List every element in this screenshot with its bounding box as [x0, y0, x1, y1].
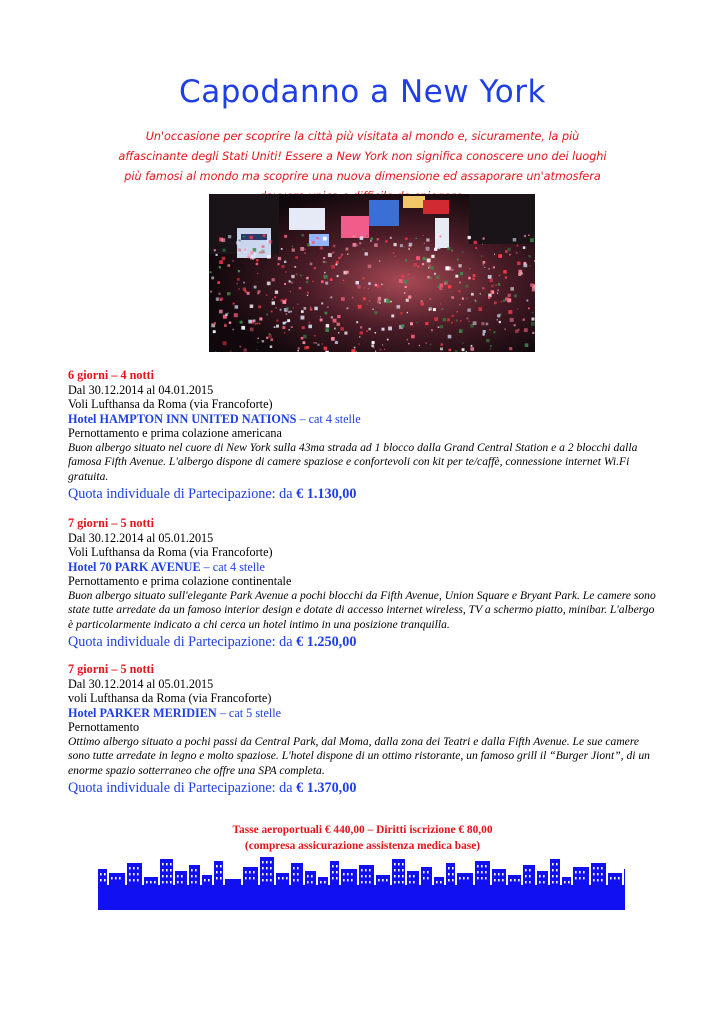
photo-illustration	[209, 194, 535, 352]
offer-70-park-avenue	[68, 516, 658, 651]
offer-parker-meridien	[68, 662, 658, 797]
offer-hampton	[68, 368, 658, 503]
hotel-name: Hotel PARKER MERIDIEN	[68, 705, 217, 720]
hotel-category: – cat 5 stelle	[216, 705, 282, 720]
offer-description: Ottimo albergo situato a pochi passi da Central Park, dal Moma, dalla zona dei Teatri e dalla Fifth Avenue. Le sue camere sono tutte arredate in legno e molto spaziose. L'hotel dispone di un ottimo ristorante, un famoso grill il “Burger Jiont”, di un enorme spazio sotterraneo che offre una SPA completa.	[68, 734, 650, 777]
offer-price: € 1.370,00	[296, 780, 357, 797]
offer-dates: Dal 30.12.2014 al 04.01.2015	[68, 382, 214, 397]
offer-description: Buon albergo situato nel cuore di New York sulla 43ma strada ad 1 blocco dalla Grand Central Station e a 2 blocchi dalla famosa Fifth Avenue. L'albergo dispone di camere spaziose e confortevoli con kit per te/caffè, connessione internet Wi.Fi gratuita.	[68, 440, 638, 483]
offer-flights: Voli Lufthansa da Roma (via Francoforte)	[68, 397, 273, 412]
offer-duration: 6 giorni – 4 notti	[68, 368, 154, 382]
fees-note	[0, 823, 725, 854]
offer-dates: Dal 30.12.2014 al 05.01.2015	[68, 676, 214, 691]
hotel-name: Hotel HAMPTON INN UNITED NATIONS	[68, 411, 297, 426]
page-title: Capodanno a New York	[179, 74, 546, 110]
offer-flights: voli Lufthansa da Roma (via Francoforte)	[68, 691, 272, 706]
offer-price: € 1.250,00	[296, 634, 357, 651]
offer-hotel	[68, 412, 658, 427]
offer-hotel	[68, 706, 658, 721]
quota-label: Quota individuale di Partecipazione: da	[68, 780, 297, 797]
city-skyline-icon	[98, 851, 625, 910]
quota-label: Quota individuale di Partecipazione: da	[68, 486, 297, 503]
offer-quota	[68, 633, 658, 651]
times-square-photo	[209, 194, 535, 352]
fees-insurance-note: (compresa assicurazione assistenza medica base)	[244, 839, 481, 852]
offer-board: Pernottamento	[68, 720, 140, 735]
offer-dates: Dal 30.12.2014 al 05.01.2015	[68, 530, 214, 545]
offer-hotel	[68, 560, 658, 575]
offer-description: Buon albergo situato sull'elegante Park Avenue a pochi blocchi da Fifth Avenue, Union Square e Bryant Park. Le camere sono state tutte arredate da un famoso interior design e dotate di accesso internet wireless, TV a schermo piatto, minibar. L'albergo è particolarmente indicato a chi cerca un hotel intimo in una posizione tranquilla.	[68, 588, 656, 631]
offer-quota	[68, 485, 658, 503]
hotel-category: – cat 4 stelle	[200, 559, 265, 574]
hotel-name: Hotel 70 PARK AVENUE	[68, 559, 201, 574]
intro-text: Un'occasione per scoprire la città più visitata al mondo e, sicuramente, la più affascinante degli Stati Uniti! Essere a New York non significa conoscere uno dei luoghi più famosi al mondo ma scoprire una nuova dimensione ed assaporare un'atmosfera	[118, 130, 607, 183]
offer-board: Pernottamento e prima colazione continentale	[68, 574, 292, 589]
offer-board: Pernottamento e prima colazione americana	[68, 426, 282, 441]
offer-flights: Voli Lufthansa da Roma (via Francoforte)	[68, 545, 273, 560]
skyline-illustration	[98, 851, 625, 910]
quota-label: Quota individuale di Partecipazione: da	[68, 634, 297, 651]
offer-duration: 7 giorni – 5 notti	[68, 662, 154, 676]
offer-quota	[68, 779, 658, 797]
hotel-category: – cat 4 stelle	[296, 411, 361, 426]
fees-line: Tasse aeroportuali € 440,00 – Diritti iscrizione € 80,00	[232, 824, 493, 836]
offer-price: € 1.130,00	[296, 486, 357, 503]
offer-duration: 7 giorni – 5 notti	[68, 516, 154, 530]
